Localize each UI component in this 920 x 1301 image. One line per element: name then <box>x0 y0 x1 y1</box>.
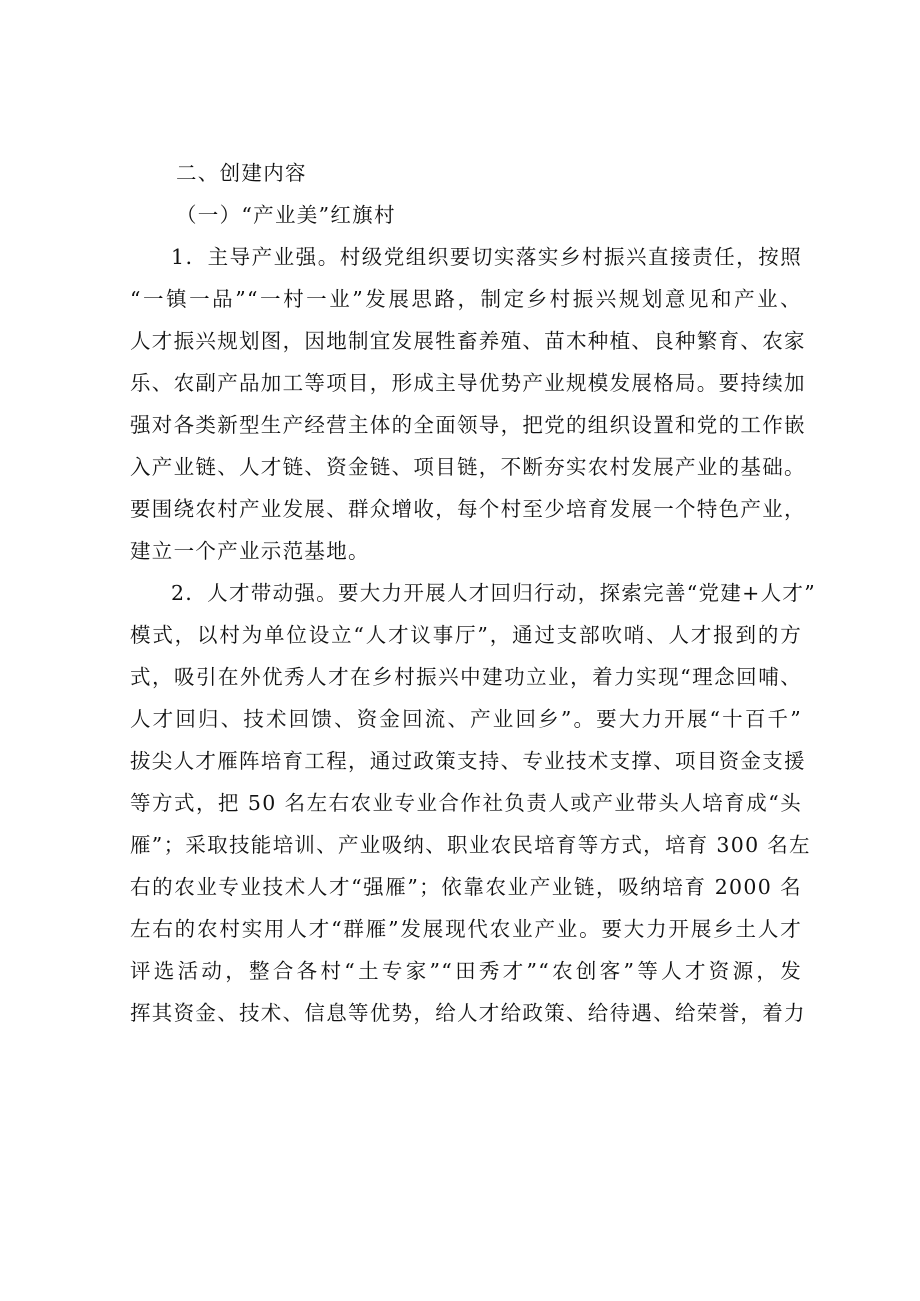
subsection-heading: （一）“产业美”红旗村 <box>176 203 396 227</box>
paragraph-line: 要围绕农村产业发展、群众增收，每个村至少培育发展一个特色产业， <box>130 497 806 521</box>
paragraph-line: 式，吸引在外优秀人才在乡村振兴中建功立业，着力实现“理念回哺、 <box>130 665 802 689</box>
paragraph-talent-driving <box>130 572 816 1034</box>
paragraph-line: 乐、农副产品加工等项目，形成主导优势产业规模发展格局。要持续加 <box>130 371 806 395</box>
paragraph-line: 拔尖人才雁阵培育工程，通过政策支持、专业技术支撑、项目资金支援 <box>130 749 806 773</box>
paragraph-line: 建立一个产业示范基地。 <box>130 539 370 563</box>
paragraph-line: 入产业链、人才链、资金链、项目链，不断夯实农村发展产业的基础。 <box>130 455 806 479</box>
paragraph-line: 挥其资金、技术、信息等优势，给人才给政策、给待遇、给荣誉，着力 <box>130 1001 806 1025</box>
paragraph-line: 1．主导产业强。村级党组织要切实落实乡村振兴直接责任，按照 <box>171 245 802 269</box>
paragraph-line: 模式，以村为单位设立“人才议事厅”，通过支部吹哨、人才报到的方 <box>130 623 802 647</box>
paragraph-line: 评选活动，整合各村“土专家”“田秀才”“农创客”等人才资源，发 <box>130 959 802 983</box>
paragraph-line: 2．人才带动强。要大力开展人才回归行动，探索完善“党建+人才” <box>171 581 816 605</box>
document-body <box>130 152 816 1034</box>
paragraph-line: 人才振兴规划图，因地制宜发展牲畜养殖、苗木种植、良种繁育、农家 <box>130 329 806 353</box>
paragraph-main-industry <box>130 236 806 572</box>
paragraph-line: 左右的农村实用人才“群雁”发展现代农业产业。要大力开展乡土人才 <box>130 917 802 941</box>
paragraph-line: 等方式，把 50 名左右农业专业合作社负责人或产业带头人培育成“头 <box>130 791 802 815</box>
paragraph-line: 人才回归、技术回馈、资金回流、产业回乡”。要大力开展“十百千” <box>130 707 802 731</box>
paragraph-line: 强对各类新型生产经营主体的全面领导，把党的组织设置和党的工作嵌 <box>130 413 806 437</box>
paragraph-line: 右的农业专业技术人才“强雁”；依靠农业产业链，吸纳培育 2000 名 <box>130 875 802 899</box>
paragraph-line: 雁”；采取技能培训、产业吸纳、职业农民培育等方式，培育 300 名左 <box>130 833 811 857</box>
section-heading: 二、创建内容 <box>176 161 307 185</box>
paragraph-line: “一镇一品”“一村一业”发展思路，制定乡村振兴规划意见和产业、 <box>130 287 802 311</box>
